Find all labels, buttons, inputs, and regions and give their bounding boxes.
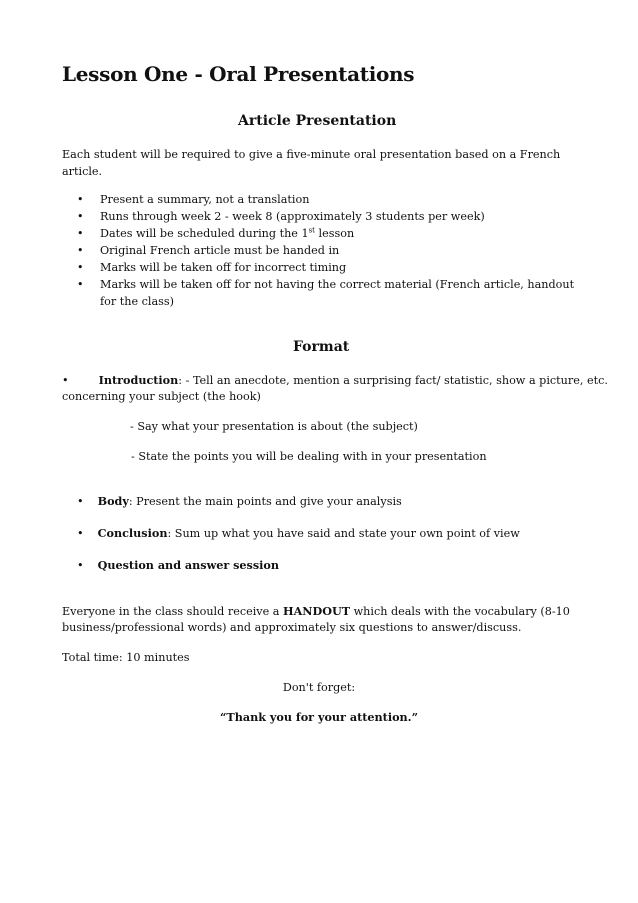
introduction-sub-point: - State the points you will be dealing with in your presentation — [131, 450, 487, 463]
introduction-text-line2: concerning your subject (the hook) — [62, 390, 261, 403]
list-item — [62, 208, 582, 225]
bullet-icon: • — [77, 193, 84, 206]
body-item — [77, 493, 402, 510]
bullet-icon: • — [77, 527, 84, 540]
page-title: Lesson One - Oral Presentations — [62, 62, 415, 86]
conclusion-text: : Sum up what you have said and state your own point of view — [167, 527, 520, 540]
format-heading: Format — [293, 339, 350, 355]
list-item — [62, 225, 582, 242]
dont-forget: Don't forget: — [282, 681, 356, 694]
bullet-icon: • — [77, 210, 84, 223]
bullet-icon: • — [62, 374, 69, 387]
conclusion-label: Conclusion — [97, 526, 168, 540]
handout-paragraph — [62, 603, 570, 620]
handout-text-post: which deals with the vocabulary (8-10 — [350, 605, 570, 618]
list-item-text: Dates will be scheduled during the 1 — [100, 227, 309, 240]
bullet-icon: • — [77, 261, 84, 274]
bullet-icon: • — [77, 278, 84, 291]
qa-item — [77, 557, 279, 574]
conclusion-item — [77, 525, 520, 542]
article-intro: Each student will be required to give a five-minute oral presentation based on a French article. — [62, 148, 561, 178]
introduction-sub-point: - Say what your presentation is about (the subject) — [130, 420, 418, 433]
handout-text-pre: Everyone in the class should receive a — [62, 605, 284, 618]
list-item-text: Marks will be taken off for incorrect timing — [100, 261, 347, 274]
requirements-list — [62, 191, 582, 310]
list-item-text: Original French article must be handed in — [100, 244, 340, 257]
body-text: : Present the main points and give your analysis — [128, 495, 402, 508]
bullet-icon: • — [77, 495, 84, 508]
list-item-text: Marks will be taken off for not having the correct material (French article, handout for the class) — [100, 278, 575, 308]
handout-paragraph-line2: business/professional words) and approximately six questions to answer/discuss. — [62, 621, 522, 634]
list-item-text-tail: lesson — [315, 227, 355, 240]
closing-quote: “Thank you for your attention.” — [219, 710, 419, 724]
article-heading: Article Presentation — [238, 113, 397, 129]
list-item-text: Present a summary, not a translation — [100, 193, 310, 206]
qa-label: Question and answer session — [97, 558, 279, 572]
introduction-text: : - Tell an anecdote, mention a surprising fact/ statistic, show a picture, etc. — [178, 374, 608, 387]
total-time: Total time: 10 minutes — [62, 651, 190, 664]
handout-keyword: HANDOUT — [283, 604, 351, 618]
list-item — [62, 259, 582, 276]
introduction-item — [62, 372, 608, 389]
bullet-icon: • — [77, 244, 84, 257]
list-item-text: Runs through week 2 - week 8 (approximately 3 students per week) — [100, 210, 485, 223]
list-item — [62, 191, 582, 208]
ordinal-suffix: st — [308, 226, 315, 235]
list-item — [62, 276, 582, 310]
list-item — [62, 242, 582, 259]
body-label: Body — [97, 494, 129, 508]
bullet-icon: • — [77, 559, 84, 572]
bullet-icon: • — [77, 227, 84, 240]
introduction-label: Introduction — [98, 373, 179, 387]
